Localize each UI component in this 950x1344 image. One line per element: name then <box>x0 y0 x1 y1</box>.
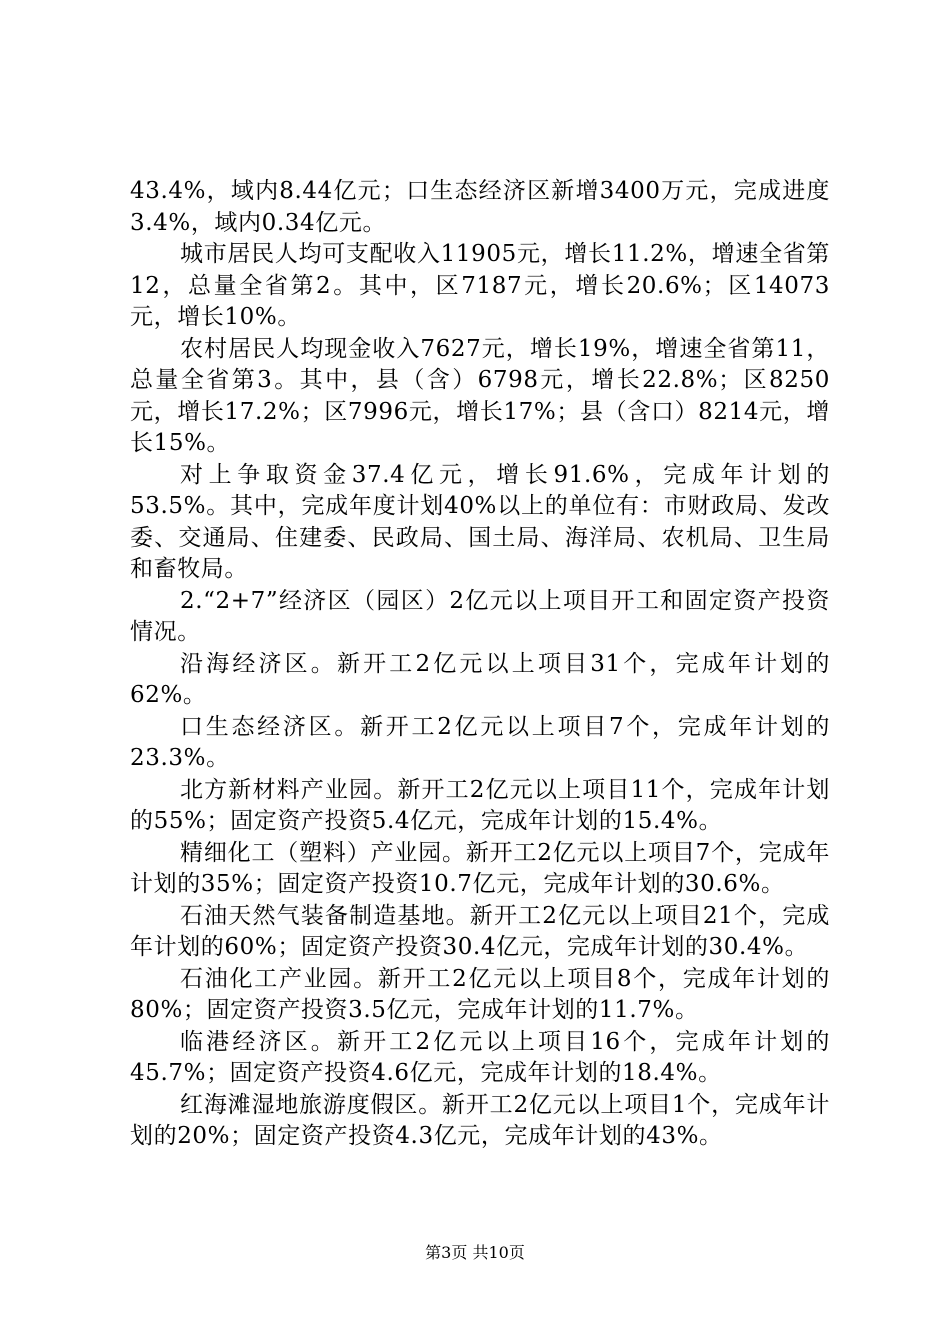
section-heading-economic-zones: 2.“2+7”经济区（园区）2亿元以上项目开工和固定资产投资情况。 <box>130 587 830 645</box>
paragraph-funding: 对上争取资金37.4亿元，增长91.6%，完成年计划的53.5%。其中，完成年度计划40%以上的单位有：市财政局、发改委、交通局、住建委、民政局、国土局、海洋局、农机局、卫生局和畜牧局。 <box>130 461 830 582</box>
paragraph-urban-income: 城市居民人均可支配收入11905元，增长11.2%，增速全省第12，总量全省第2。其中，区7187元，增长20.6%；区14073元，增长10%。 <box>130 241 830 330</box>
paragraph-petrochemical-park: 石油化工产业园。新开工2亿元以上项目8个，完成年计划的80%；固定资产投资3.5亿元，完成年计划的11.7%。 <box>130 965 830 1023</box>
paragraph-continuation: 43.4%，域内8.44亿元；口生态经济区新增3400万元，完成进度3.4%，域内0.34亿元。 <box>130 178 830 236</box>
paragraph-new-materials-park: 北方新材料产业园。新开工2亿元以上项目11个，完成年计划的55%；固定资产投资5.4亿元，完成年计划的15.4%。 <box>130 776 830 834</box>
paragraph-oil-gas-equipment-base: 石油天然气装备制造基地。新开工2亿元以上项目21个，完成年计划的60%；固定资产投资30.4亿元，完成年计划的30.4%。 <box>130 902 830 960</box>
document-body <box>130 176 830 1153</box>
paragraph-coastal-zone: 沿海经济区。新开工2亿元以上项目31个，完成年计划的62%。 <box>130 650 830 708</box>
paragraph-rural-income: 农村居民人均现金收入7627元，增长19%，增速全省第11，总量全省第3。其中，县（含）6798元，增长22.8%；区8250元，增长17.2%；区7996元，增长17%；县（含口）8214元，增长15%。 <box>130 335 830 456</box>
paragraph-ecological-zone: 口生态经济区。新开工2亿元以上项目7个，完成年计划的23.3%。 <box>130 713 830 771</box>
page-number: 第3页 <box>425 1243 468 1262</box>
page-footer <box>0 1243 950 1263</box>
paragraph-fine-chemical-park: 精细化工（塑料）产业园。新开工2亿元以上项目7个，完成年计划的35%；固定资产投资10.7亿元，完成年计划的30.6%。 <box>130 839 830 897</box>
page-total: 共10页 <box>472 1243 525 1262</box>
paragraph-port-zone: 临港经济区。新开工2亿元以上项目16个，完成年计划的45.7%；固定资产投资4.6亿元，完成年计划的18.4%。 <box>130 1028 830 1086</box>
paragraph-wetland-resort: 红海滩湿地旅游度假区。新开工2亿元以上项目1个，完成年计划的20%；固定资产投资4.3亿元，完成年计划的43%。 <box>130 1091 830 1149</box>
